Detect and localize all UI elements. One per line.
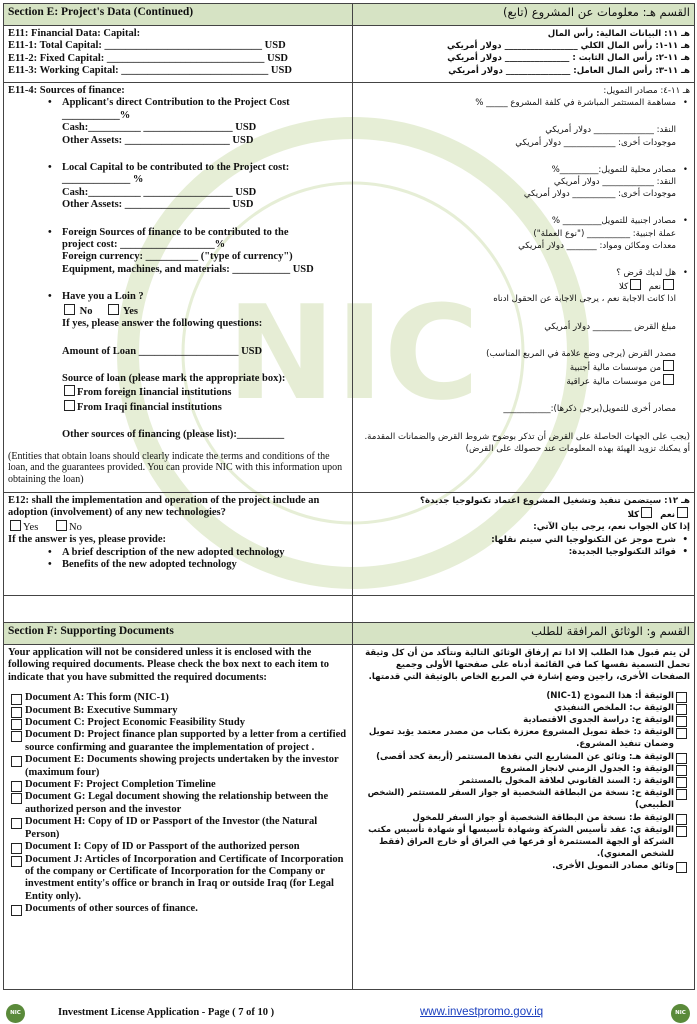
document-ar-label: الوثيقة ز: السند القانوني لعلاقة المخول بالمستثمر	[459, 776, 674, 787]
documents-list	[8, 692, 348, 915]
document-label: Document B: Executive Summary	[25, 704, 178, 716]
document-checkbox[interactable]	[11, 756, 22, 767]
document-item	[8, 717, 348, 729]
e12-options	[8, 520, 348, 534]
loan-source-foreign-checkbox[interactable]	[64, 385, 75, 396]
footer-website-link[interactable]: www.investpromo.gov.iq	[420, 1006, 544, 1018]
document-checkbox[interactable]	[11, 905, 22, 916]
loan-yes-label: Yes	[122, 305, 139, 317]
document-item	[8, 729, 348, 754]
e12-no-label-ar: كلا	[627, 510, 640, 521]
document-ar-item	[357, 702, 690, 714]
document-ar-checkbox[interactable]	[676, 826, 687, 837]
e12-no-checkbox-ar[interactable]	[641, 507, 652, 518]
e11-3-working-capital[interactable]: E11-3: Working Capital: ____________________________ USD	[8, 65, 292, 77]
document-ar-item	[357, 714, 690, 726]
other-assets-field-1[interactable]: Other Assets: ____________________ USD	[62, 134, 254, 146]
document-checkbox[interactable]	[11, 781, 22, 792]
document-item	[8, 754, 348, 779]
document-ar-item	[357, 690, 690, 702]
loan-source-foreign-checkbox-ar[interactable]	[663, 360, 674, 371]
loan-source-foreign-label: From foreign Iinancial institutions	[77, 387, 232, 399]
loan-source-iraqi	[8, 400, 348, 414]
document-ar-label: الوثيقة هـ: وثائق عن المشاريع التي نفذها المستثمر (أربعة كحد أقصى)	[376, 751, 674, 762]
document-checkbox[interactable]	[11, 856, 22, 867]
document-label: Document H: Copy of ID or Passport of the Investor (the Natural Person)	[25, 816, 318, 840]
foreign-sources-label: • Foreign Sources of finance to be contributed to the	[8, 227, 348, 239]
direct-contribution-label: • Applicant's direct Contribution to the Project Cost	[8, 97, 348, 109]
document-ar-item	[357, 763, 690, 775]
e12-no-label: No	[69, 521, 82, 533]
document-label: Documents of other sources of finance.	[25, 903, 198, 915]
document-ar-label: الوثيقة ح: نسخة من البطاقة الشخصية او جواز السفر للمستثمر (الشخص الطبيعي)	[367, 788, 674, 811]
document-label: Document J: Articles of Incorporation and Certificate of Incorporation of the company or Certificate of Incorporation for the Company or investment entity's office or branch in Iraq or outside Iraq (for Legal Entity only).	[25, 853, 344, 902]
e11-block	[4, 26, 353, 83]
e11-1-total-capital[interactable]: E11-1: Total Capital: ______________________________ USD	[8, 40, 286, 52]
foreign-currency-ar[interactable]: عملة اجنبية: __________ ("نوع العملة")	[533, 228, 676, 239]
loan-no-checkbox[interactable]	[64, 304, 75, 315]
document-ar-label: الوثيقة د: خطة تمويل المشروع معززة بكتاب من مصدر معتمد يؤيد تمويل وضمان تنفيذ المشروع.	[368, 727, 674, 750]
local-capital-label: • Local Capital to be contributed to the Project cost:	[8, 162, 348, 174]
e12-block	[4, 493, 353, 596]
spacer-cell	[4, 596, 353, 623]
loan-source-iraqi-label: From Iraqi financial institutions	[77, 401, 222, 413]
e11-3-ar[interactable]: هـ ١١-٣: رأس المال العامل: _______________ دولار أمريكي	[448, 65, 690, 76]
document-checkbox[interactable]	[11, 707, 22, 718]
document-ar-label: الوثيقة ب: الملخص التنفيذي	[554, 702, 674, 713]
other-assets-1-ar[interactable]: موجودات أخرى: ____________ دولار أمريكي	[515, 137, 676, 148]
e12-yes-checkbox-ar[interactable]	[677, 507, 688, 518]
equipment-field[interactable]: Equipment, machines, and materials: ___________ USD	[62, 263, 314, 275]
section-e-title-ar: القسم هـ: معلومات عن المشروع (تابع)	[353, 4, 695, 26]
loan-question: • Have you a Loin ?	[8, 291, 348, 303]
loan-yes-checkbox-ar[interactable]	[663, 279, 674, 290]
equipment-ar[interactable]: معدات ومكائن ومواد: _______ دولار أمريكي	[518, 240, 676, 251]
e11-1-ar[interactable]: هـ ١١-١: رأس المال الكلي _________________ دولار أمريكي	[446, 41, 690, 52]
e11-block-ar	[353, 26, 695, 83]
section-f-title: Section F: Supporting Documents	[4, 623, 353, 645]
e12-bullet-benefits[interactable]: • Benefits of the new adopted technology	[8, 559, 348, 571]
direct-contribution-pct[interactable]: ___________%	[62, 109, 131, 121]
loan-no-label: No	[79, 305, 93, 317]
e12-yes-label: Yes	[23, 521, 39, 533]
document-ar-item	[357, 824, 690, 861]
document-item	[8, 854, 348, 904]
nic-logo-left: NIC	[6, 1004, 25, 1023]
other-financing-field[interactable]: Other sources of financing (please list):_________	[62, 429, 285, 441]
document-item	[8, 705, 348, 717]
loan-if-yes: If yes, please answer the following questions:	[62, 318, 263, 330]
loan-note: (Entities that obtain loans should clearly indicate the terms and conditions of the loan, and the guarantees provided. You can provide NIC with this information upon obtaining the loan)	[8, 450, 343, 485]
loan-options	[8, 304, 348, 318]
loan-amount-ar[interactable]: مبلغ القرض _________ دولار أمريكي	[544, 321, 676, 332]
document-checkbox[interactable]	[11, 731, 22, 742]
document-label: Document C: Project Economic Feasibility Study	[25, 717, 245, 729]
section-e-title: Section E: Project's Data (Continued)	[4, 4, 353, 26]
e12-no-checkbox[interactable]	[56, 520, 67, 531]
local-capital-ar[interactable]: • مصادر محلية للتمويل:_________%	[357, 164, 690, 176]
document-item	[8, 692, 348, 704]
document-ar-checkbox[interactable]	[676, 789, 687, 800]
e11-title-ar: هـ ١١: البيانات المالية: رأس المال	[547, 29, 690, 39]
document-label: Document G: Legal document showing the relationship between the authorized person and the investor	[25, 791, 329, 815]
e11-4-block-ar	[353, 83, 695, 493]
loan-question-ar: • هل لديك قرض ؟	[357, 267, 690, 279]
loan-note-ar: (يجب على الجهات الحاصلة على القرض أن تذكر بوضوح شروط القرض والضمانات المقدمة. أو يمكنك تزويد الهيئة بهذه المعلومات عند حصولك على القرض)	[364, 431, 690, 454]
document-ar-label: الوثيقة و: الجدول الزمني لانجاز المشروع	[500, 763, 674, 774]
e12-bullet-description[interactable]: • A brief description of the new adopted technology	[8, 547, 348, 559]
document-ar-item	[357, 726, 690, 750]
document-ar-checkbox[interactable]	[676, 862, 687, 873]
loan-source-foreign	[8, 385, 348, 399]
loan-source-question-ar: مصدر القرض (يرجى وضع علامة في المربع المناسب)	[486, 348, 676, 359]
loan-source-question: Source of loan (please mark the appropriate box):	[62, 372, 286, 384]
e11-title: E11: Financial Data: Capital:	[8, 28, 141, 39]
form-page	[3, 3, 694, 1003]
e12-yes-checkbox[interactable]	[10, 520, 21, 531]
loan-yes-checkbox[interactable]	[108, 304, 119, 315]
cash-field-2-ar[interactable]: النقد: ____________ دولار أمريكي	[553, 177, 676, 188]
loan-source-iraqi-checkbox[interactable]	[64, 400, 75, 411]
spacer-cell-ar	[353, 596, 695, 623]
document-label: Document E: Documents showing projects undertaken by the investor (maximum four)	[25, 754, 339, 778]
loan-if-yes-ar: اذا كانت الاجابة نعم ، يرجى الاجابة عن الحقول ادناه	[493, 294, 676, 305]
section-f-title-ar: القسم و: الوثائق المرافقة للطلب	[353, 623, 695, 645]
loan-no-checkbox-ar[interactable]	[630, 279, 641, 290]
cash-field-1-ar[interactable]: النقد: ______________ دولار أمريكي	[545, 125, 676, 136]
e12-if-yes-ar: إذا كان الجواب نعم، يرجى بيان الآتي:	[533, 522, 690, 533]
document-item	[8, 791, 348, 816]
e12-bullet-description-ar[interactable]: • شرح موجز عن التكنولوجيا التي سيتم نقلها:	[357, 534, 690, 546]
other-assets-field-2[interactable]: Other Assets: ____________________ USD	[62, 199, 254, 211]
e11-4-block	[4, 83, 353, 493]
e12-bullet-benefits-ar[interactable]: • فوائد التكنولوجيا الجديدة:	[357, 546, 690, 558]
document-item	[8, 903, 348, 915]
local-capital-pct[interactable]: _____________ %	[62, 174, 144, 186]
document-item	[8, 816, 348, 841]
loan-amount-field[interactable]: Amount of Loan ___________________ USD	[62, 345, 263, 357]
document-label: Document F: Project Completion Timeline	[25, 779, 216, 791]
document-checkbox[interactable]	[11, 694, 22, 705]
e12-question-ar: هـ ١٢: سيتضمن تنفيذ وتشغيل المشروع اعتماد تكنولوجيا جديدة؟	[420, 496, 690, 506]
document-ar-item	[357, 787, 690, 811]
foreign-currency-field[interactable]: Foreign currency: __________ ("type of currency")	[62, 251, 293, 263]
loan-source-iraqi-checkbox-ar[interactable]	[663, 374, 674, 385]
document-item	[8, 841, 348, 853]
document-ar-item	[357, 812, 690, 824]
document-ar-item	[357, 860, 690, 872]
document-ar-checkbox[interactable]	[676, 728, 687, 739]
e11-2-fixed-capital[interactable]: E11-2: Fixed Capital: ______________________________ USD	[8, 52, 289, 64]
e12-block-ar	[353, 493, 695, 596]
footer-page-label: Investment License Application - Page ( 7 of 10 )	[58, 1007, 275, 1018]
document-ar-item	[357, 751, 690, 763]
documents-intro: Your application will not be considered unless it is enclosed with the following required documents. Please check the box next to each item to indicate that you have submitted the required documents:	[8, 647, 329, 683]
document-checkbox[interactable]	[11, 793, 22, 804]
document-ar-item	[357, 775, 690, 787]
document-ar-label: الوثيقة ج: دراسة الجدوى الاقتصادية	[523, 715, 674, 726]
e12-options-ar	[357, 507, 690, 521]
document-label: Document I: Copy of ID or Passport of the authorized person	[25, 841, 300, 853]
document-ar-label: الوثيقة أ: هذا النموذج (NIC-1)	[546, 690, 674, 701]
document-item	[8, 779, 348, 791]
document-label: Document A: This form (NIC-1)	[25, 692, 169, 704]
e12-yes-label-ar: نعم	[660, 510, 675, 521]
loan-no-label-ar: كلا	[619, 282, 629, 293]
foreign-sources-ar[interactable]: • مصادر اجنبية للتمويل_________ %	[357, 215, 690, 227]
watermark-center: NIC	[226, 277, 480, 429]
loan-yes-label-ar: نعم	[648, 282, 661, 293]
loan-source-iraqi-ar	[357, 374, 690, 388]
document-ar-label: الوثيقة ي: عقد تأسيس الشركة وشهادة تأسيسها أو شهادة تأسيس مكتب الشركة أو الجهة المستثمرة أو فرعها في العراق أو خارج العراق (فقط للشخص المعنوي).	[368, 824, 674, 860]
cash-field-1[interactable]: Cash:__________ _________________ USD	[62, 122, 257, 134]
e12-if-yes: If the answer is yes, please provide:	[8, 534, 166, 546]
other-assets-2-ar[interactable]: موجودات أخرى: __________ دولار أمريكي	[523, 189, 676, 200]
page-footer	[0, 1003, 697, 1024]
cash-field-2[interactable]: Cash:__________ _________________ USD	[62, 186, 257, 198]
form-table	[3, 3, 695, 990]
e11-2-ar[interactable]: هـ ١١-٢: رأس المال الثابت : _______________ دولار أمريكي	[447, 53, 690, 64]
documents-list-ar	[357, 690, 690, 873]
direct-contribution-ar[interactable]: • مساهمة المستثمر المباشرة في كلفة المشروع _____ %	[357, 97, 690, 109]
document-label: Document D: Project finance plan supported by a letter from a certified source confirming and guarantee the implementation of project .	[25, 729, 347, 753]
documents-block	[4, 645, 353, 990]
e12-question: E12: shall the implementation and operation of the project include an adoption (involvement) of any new technologies?	[8, 495, 320, 519]
document-checkbox[interactable]	[11, 818, 22, 829]
nic-logo-right: NIC	[671, 1004, 690, 1023]
other-financing-ar[interactable]: مصادر أخرى للتمويل(يرجى ذكرها):___________	[503, 404, 676, 415]
document-ar-label: وثائق مصادر التمويل الأخرى.	[552, 861, 674, 872]
e11-4-title-ar: هـ ١١-٤: مصادر التمويل:	[603, 86, 690, 96]
documents-intro-ar: لن يتم قبول هذا الطلب إلا اذا تم إرفاق الوثائق التالية ونتأكد من أن كل وثيقة تحمل التسمية نفسها كما في القائمة أدناه على صفحتها الأولى وجميع الصفحات الأخرى، راجين وضع إشارة في المربع الخاص بالوثيقة التي قدمتها.	[365, 648, 690, 683]
e11-4-title: E11-4: Sources of finance:	[8, 85, 125, 96]
document-checkbox[interactable]	[11, 719, 22, 730]
document-ar-label: الوثيقة ط: نسخة من البطاقة الشخصية أو جواز السفر للمخول	[412, 812, 674, 823]
loan-source-foreign-ar	[357, 360, 690, 374]
loan-source-iraqi-label-ar: من موسسات مالية عراقية	[566, 377, 661, 388]
foreign-sources-pct[interactable]: project cost: __________________%	[62, 239, 226, 251]
loan-source-foreign-label-ar: من موسسات مالية أجنبية	[569, 363, 661, 374]
document-checkbox[interactable]	[11, 843, 22, 854]
documents-block-ar	[353, 645, 695, 990]
loan-options-ar	[357, 279, 690, 293]
